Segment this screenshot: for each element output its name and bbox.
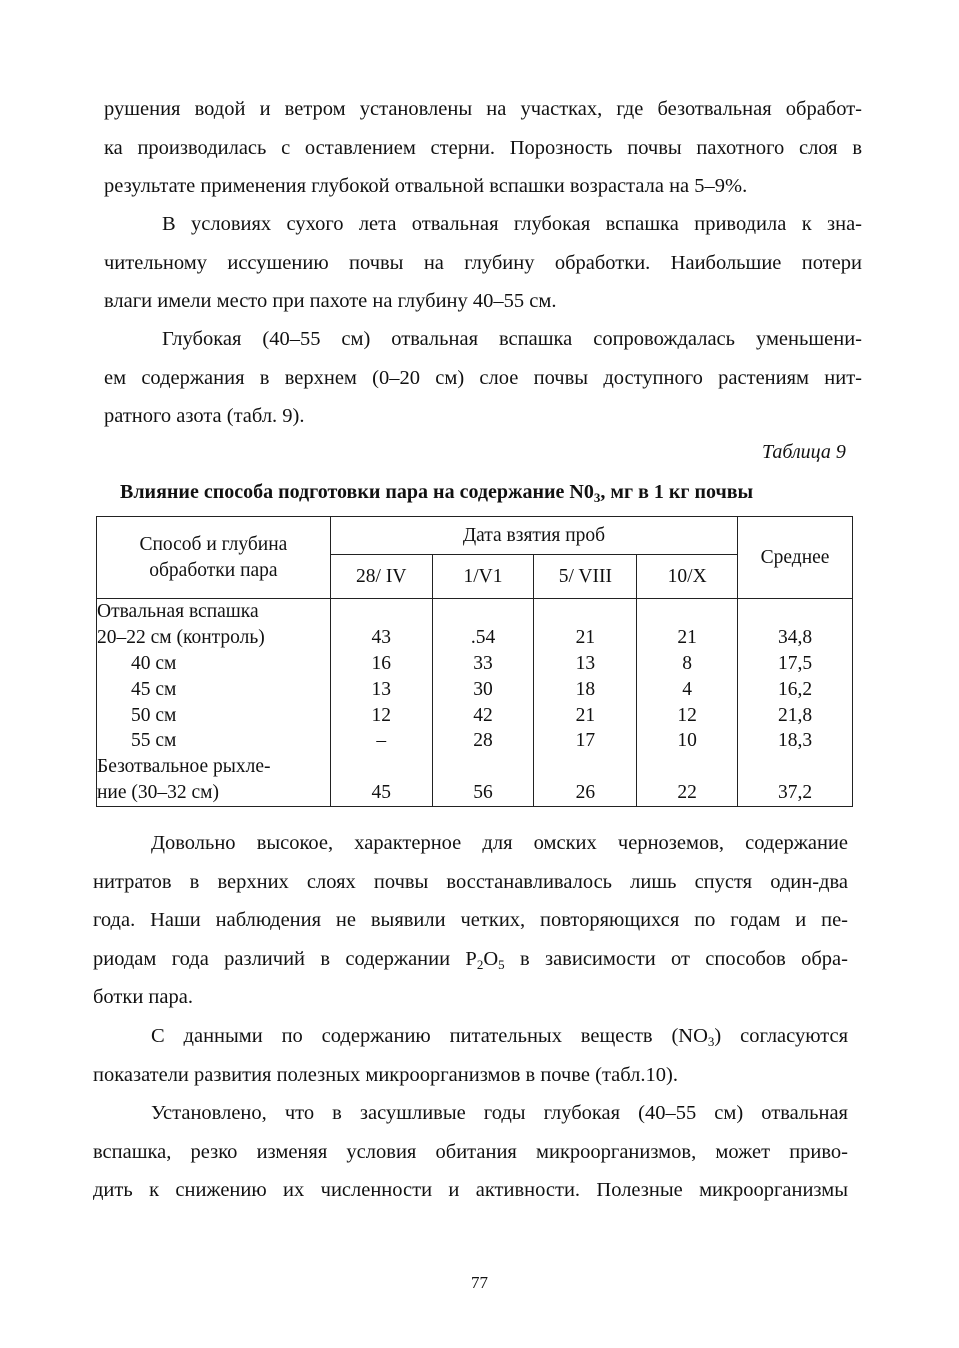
table-cell: .54 [470, 626, 496, 648]
table-cell [637, 599, 737, 625]
header-method [97, 517, 331, 599]
table-cell: 21 [677, 626, 697, 648]
table-title-text: Влияние способа подготовки пара на содержание N0 [120, 481, 594, 503]
paragraph-3 [104, 320, 862, 436]
table-cell [637, 754, 737, 780]
table-cell [331, 754, 432, 780]
table-cell: 16 [371, 652, 391, 674]
nitrate-table [96, 516, 853, 807]
paragraph-1 [104, 90, 862, 206]
table-cell: 18 [575, 678, 596, 700]
paragraph-2 [104, 205, 862, 321]
text-line: показатели развития полезных микроорганизмов в почве (табл.10). [93, 1063, 678, 1086]
text-line [93, 940, 848, 979]
table-cell: 16,2 [777, 678, 813, 700]
table-cell: 45 [371, 782, 391, 804]
table-cell: 18,3 [777, 730, 813, 752]
method-label: 20–22 см (контроль) [97, 626, 265, 648]
table-cell: 17 [575, 730, 596, 752]
column-date-2 [432, 599, 534, 807]
page-number: 77 [471, 1273, 488, 1292]
text-line [93, 1017, 848, 1056]
header-method-line-1: Способ и глубина [139, 533, 288, 555]
table-cell: 34,8 [777, 626, 813, 648]
table-cell: 10 [677, 730, 697, 752]
table-cell [738, 754, 852, 780]
table-cell [331, 599, 432, 625]
subscript: 5 [498, 956, 505, 972]
table-cell: 12 [371, 704, 391, 726]
method-label: 50 см [131, 704, 177, 726]
text-line: ка производилась с оставлением стерни. Порозность почвы пахотного слоя в [104, 136, 862, 159]
table-cell [534, 754, 636, 780]
table-cell: 21,8 [777, 704, 813, 726]
table-title [120, 481, 753, 504]
table-cell: 43 [371, 626, 391, 648]
table-cell: 13 [575, 652, 596, 674]
text-line: Установлено, что в засушливые годы глубокая (40–55 см) отвальная [151, 1102, 848, 1124]
text-line: вспашка, резко изменяя условия обитания микроорганизмов, может приво- [93, 1140, 848, 1163]
method-label: 55 см [131, 730, 177, 752]
paragraph-5 [93, 1017, 848, 1094]
table-cell: 12 [677, 704, 697, 726]
text-fragment: С данными по содержанию питательных веществ (NO [151, 1025, 708, 1047]
text-line: ратного азота (табл. 9). [104, 405, 305, 427]
header-method-line-2: обработки пара [149, 559, 278, 581]
table-cell: 28 [473, 730, 493, 752]
text-line: ботки пара. [93, 986, 193, 1008]
table-cell [738, 599, 852, 625]
table-cell: 21 [575, 704, 596, 726]
text-line: Глубокая (40–55 см) отвальная вспашка сопровождалась уменьшени- [162, 328, 862, 350]
text-line: нитратов в верхних слоях почвы восстанавливалось лишь спустя один-два [93, 870, 848, 893]
text-fragment: O [483, 947, 499, 970]
table-title-unit: , мг в 1 кг почвы [600, 481, 754, 503]
table-cell [433, 599, 534, 625]
subscript: 2 [476, 956, 484, 972]
header-dates-group: Дата взятия проб [330, 517, 737, 555]
method-label: Безотвальное рыхле- [97, 756, 271, 778]
table-cell: 4 [682, 678, 693, 700]
table-cell: 33 [473, 652, 493, 674]
table-cell: 56 [473, 782, 493, 804]
text-fragment: риодам года различий в содержании P [93, 947, 477, 970]
text-fragment: ) согласуются [714, 1025, 849, 1047]
text-line: ем содержания в верхнем (0–20 см) слое почвы доступного растениям нит- [104, 366, 862, 389]
table-cell: 30 [473, 678, 493, 700]
method-label: Отвальная вспашка [97, 601, 259, 622]
text-line: года. Наши наблюдения не выявили четких, повторяющихся по годам и пе- [93, 909, 848, 931]
paragraph-6 [93, 1094, 848, 1210]
header-date: 10/X [637, 555, 738, 599]
table-cell: 17,5 [777, 652, 813, 674]
text-line: влаги имели место при пахоте на глубину 40–55 см. [104, 290, 557, 312]
text-fragment: в зависимости от способов обра- [504, 947, 848, 970]
table-cell: 26 [575, 782, 596, 804]
paragraph-4 [93, 824, 848, 1017]
subscript: 3 [707, 1034, 715, 1049]
table-title-subscript: 3 [593, 490, 601, 505]
table-cell: 21 [575, 626, 596, 648]
column-date-4 [637, 599, 738, 807]
table-cell [534, 599, 636, 625]
header-average: Среднее [738, 517, 853, 599]
text-line: дить к снижению их численности и активности. Полезные микроорганизмы [93, 1179, 848, 1201]
text-line: результате применения глубокой отвальной вспашки возрастала на 5–9%. [104, 175, 748, 197]
table-cell: 13 [371, 678, 391, 700]
method-labels [97, 599, 331, 807]
table-caption: Таблица 9 [762, 441, 846, 463]
text-line: Довольно высокое, характерное для омских черноземов, содержание [151, 832, 848, 854]
header-date: 5/ VIII [534, 555, 637, 599]
table-cell: 22 [677, 782, 697, 804]
column-date-1 [330, 599, 432, 807]
column-date-3 [534, 599, 637, 807]
method-label: 40 см [131, 652, 177, 674]
method-label: ние (30–32 см) [97, 782, 220, 804]
table-cell: 37,2 [777, 782, 813, 804]
text-line: В условиях сухого лета отвальная глубокая вспашка приводила к зна- [162, 213, 862, 235]
text-line: рушения водой и ветром установлены на участках, где безотвальная обработ- [104, 98, 862, 120]
table-cell: 8 [682, 652, 693, 674]
header-date: 1/V1 [432, 555, 534, 599]
method-label: 45 см [131, 678, 177, 700]
table-cell [433, 754, 534, 780]
column-average [738, 599, 853, 807]
header-date: 28/ IV [330, 555, 432, 599]
table-cell: 42 [473, 704, 493, 726]
text-line: чительному иссушению почвы на глубину обработки. Наибольшие потери [104, 251, 862, 274]
table-cell: – [376, 730, 387, 752]
